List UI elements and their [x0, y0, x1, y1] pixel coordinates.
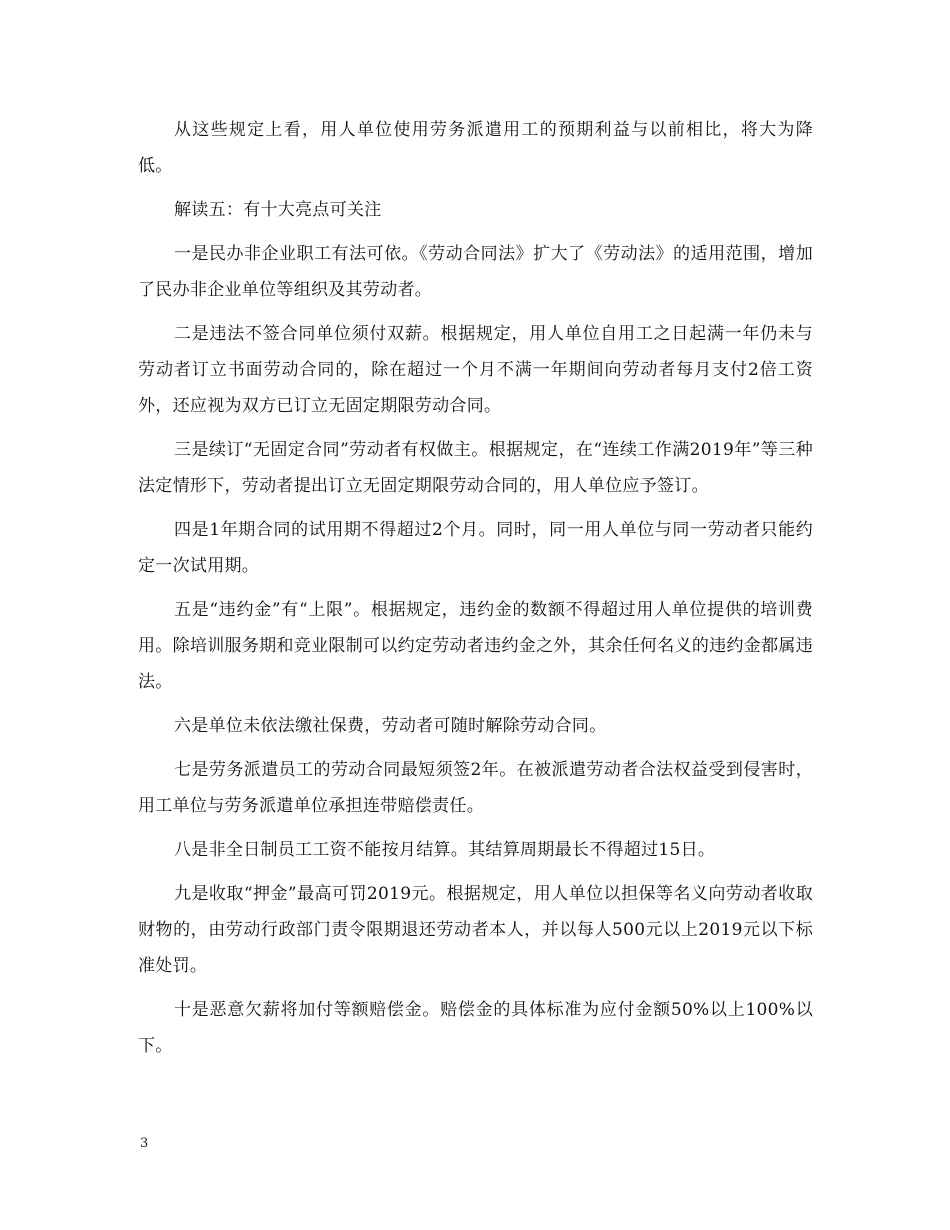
section-heading: 解读五：有十大亮点可关注 — [174, 200, 382, 220]
paragraph: 四是1年期合同的试用期不得超过2个月。同时，同一用人单位与同一劳动者只能约定一次试用期。 — [138, 520, 813, 576]
paragraph: 三是续订“无固定合同”劳动者有权做主。根据规定，在“连续工作满2019年”等三种法定情形下，劳动者提出订立无固定期限劳动合同的，用人单位应予签订。 — [138, 440, 813, 496]
paragraph: 六是单位未依法缴社保费，劳动者可随时解除劳动合同。 — [174, 716, 607, 736]
paragraph: 二是违法不签合同单位须付双薪。根据规定，用人单位自用工之日起满一年仍未与劳动者订立书面劳动合同的，除在超过一个月不满一年期间向劳动者每月支付2倍工资外，还应视为双方已订立无固定期限劳动合同。 — [138, 324, 813, 416]
paragraph: 五是“违约金”有“上限”。根据规定，违约金的数额不得超过用人单位提供的培训费用。除培训服务期和竞业限制可以约定劳动者违约金之外，其余任何名义的违约金都属违法。 — [138, 600, 813, 692]
paragraph: 十是恶意欠薪将加付等额赔偿金。赔偿金的具体标准为应付金额50%以上100%以下。 — [138, 1000, 813, 1056]
page-number: 3 — [140, 1136, 149, 1151]
paragraph: 九是收取“押金”最高可罚2019元。根据规定，用人单位以担保等名义向劳动者收取财物的，由劳动行政部门责令限期退还劳动者本人，并以每人500元以上2019元以下标准处罚。 — [138, 884, 813, 976]
paragraph: 一是民办非企业职工有法可依。《劳动合同法》扩大了《劳动法》的适用范围，增加了民办非企业单位等组织及其劳动者。 — [138, 244, 813, 300]
paragraph: 从这些规定上看，用人单位使用劳务派遣用工的预期利益与以前相比，将大为降低。 — [138, 120, 813, 176]
document-body — [138, 112, 813, 1072]
paragraph: 八是非全日制员工工资不能按月结算。其结算周期最长不得超过15日。 — [174, 840, 716, 860]
paragraph: 七是劳务派遣员工的劳动合同最短须签2年。在被派遣劳动者合法权益受到侵害时，用工单位与劳务派遣单位承担连带赔偿责任。 — [138, 760, 813, 816]
